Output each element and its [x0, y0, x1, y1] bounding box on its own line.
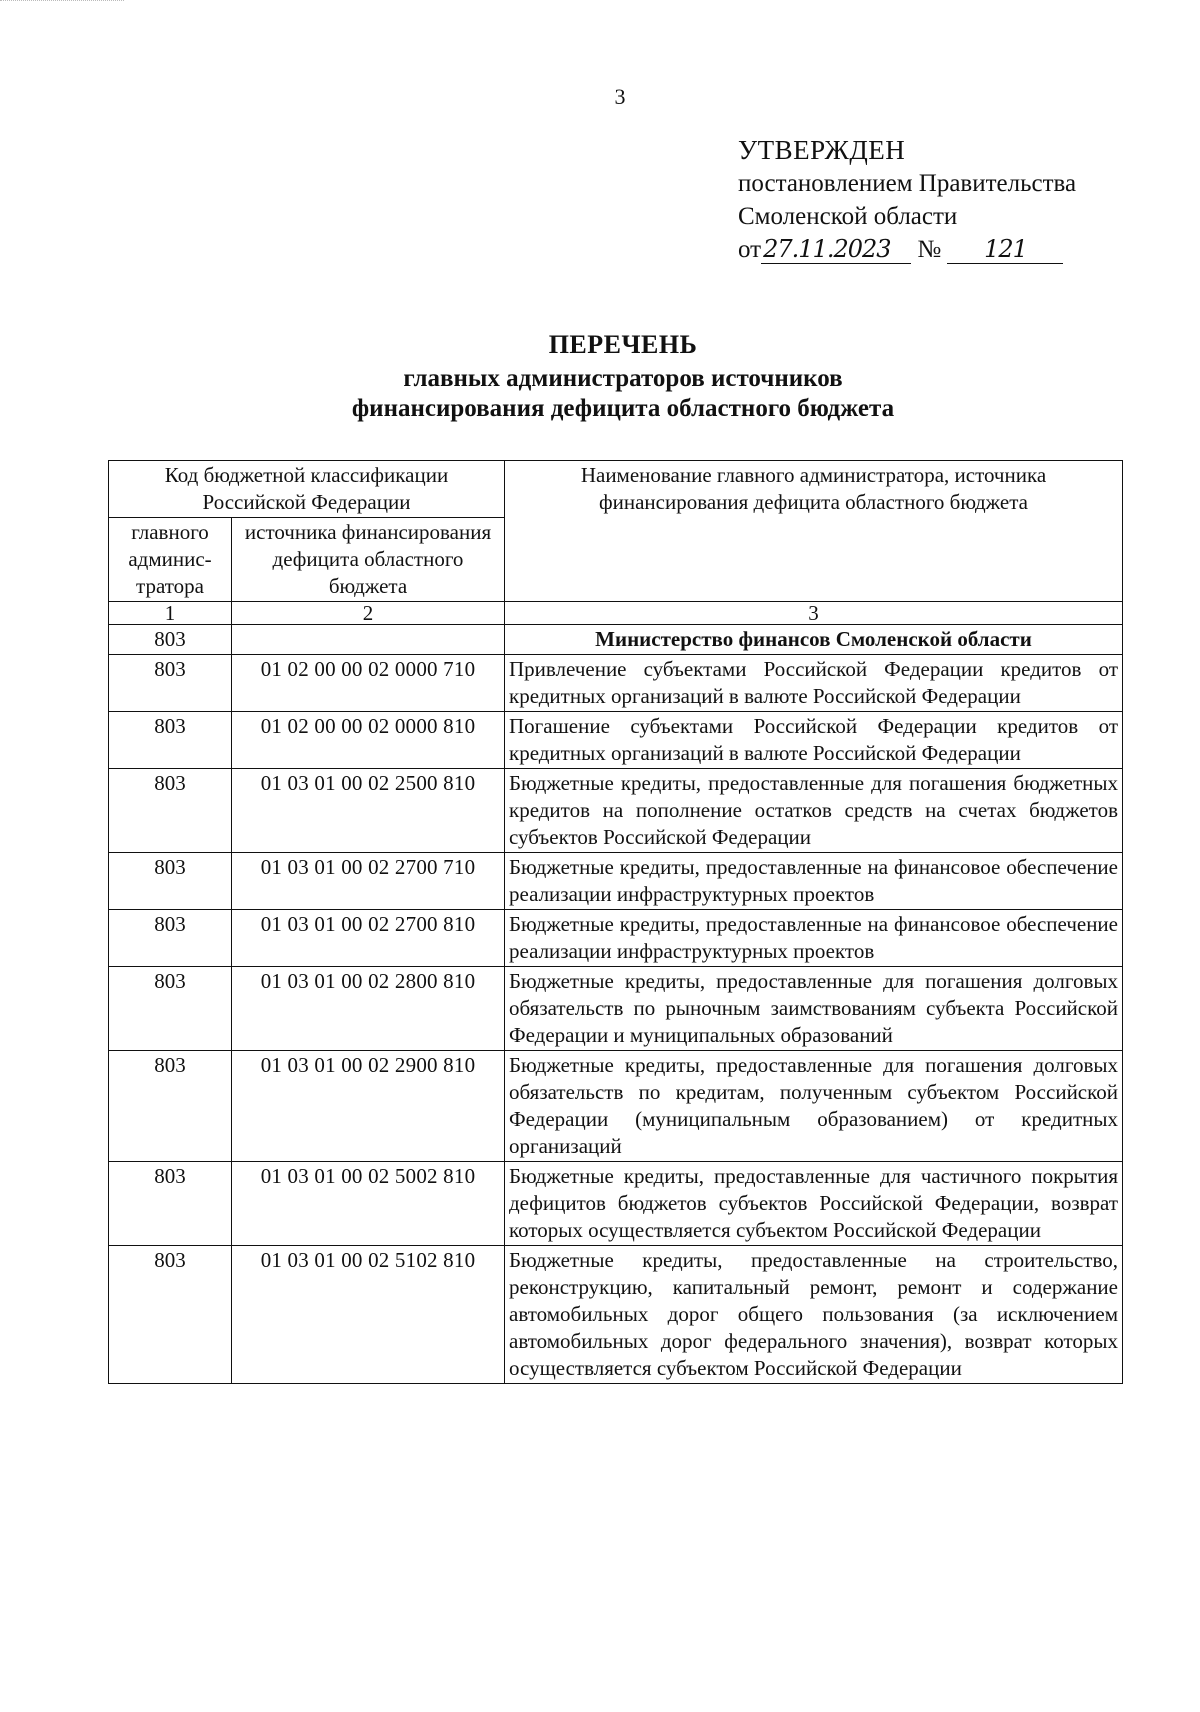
scan-artifact	[0, 0, 124, 4]
number-prefix: №	[917, 236, 942, 263]
administrator-name-cell: Бюджетные кредиты, предоставленные для погашения долговых обязательств по кредитам, полученным субъектом Российской Федерации (муниципальным образованием) от кредитных организаций	[505, 1051, 1123, 1162]
source-code-cell: 01 03 01 00 02 2700 810	[232, 910, 505, 967]
source-code-cell: 01 03 01 00 02 2900 810	[232, 1051, 505, 1162]
admin-code-cell: 803	[109, 1246, 232, 1384]
approval-date-line	[738, 233, 1076, 266]
header-main-administrator: главного админис-тратора	[109, 518, 232, 602]
source-code-cell: 01 03 01 00 02 2800 810	[232, 967, 505, 1051]
table-row	[109, 1051, 1123, 1162]
admin-code-cell: 803	[109, 625, 232, 655]
admin-code-cell: 803	[109, 910, 232, 967]
administrator-name-cell: Бюджетные кредиты, предоставленные на строительство, реконструкцию, капитальный ремонт, ремонт и содержание автомобильных дорог общего пользования (за исключением автомобильных дорог федерального значения), возврат которых осуществляется субъектом Российской Федерации	[505, 1246, 1123, 1384]
table-row	[109, 967, 1123, 1051]
admin-code-cell: 803	[109, 853, 232, 910]
table-row	[109, 853, 1123, 910]
source-code-cell: 01 02 00 00 02 0000 810	[232, 712, 505, 769]
table-header	[109, 461, 1123, 625]
administrator-name-cell: Бюджетные кредиты, предоставленные на финансовое обеспечение реализации инфраструктурных проектов	[505, 853, 1123, 910]
administrator-name-cell: Бюджетные кредиты, предоставленные для частичного покрытия дефицитов бюджетов субъектов Российской Федерации, возврат которых осуществляется субъектом Российской Федерации	[505, 1162, 1123, 1246]
administrator-name-cell: Бюджетные кредиты, предоставленные для погашения долговых обязательств по рыночным заимствованиям субъекта Российской Федерации и муниципальных образований	[505, 967, 1123, 1051]
source-code-cell: 01 02 00 00 02 0000 710	[232, 655, 505, 712]
date-prefix: от	[738, 236, 762, 263]
table-row	[109, 1162, 1123, 1246]
table-row	[109, 910, 1123, 967]
title-line-2: главных администраторов источников	[403, 365, 843, 392]
administrator-name-cell: Погашение субъектами Российской Федерации кредитов от кредитных организаций в валюте Российской Федерации	[505, 712, 1123, 769]
table-body	[109, 625, 1123, 1384]
approval-line-2: Смоленской области	[738, 203, 958, 230]
document-title	[0, 330, 1200, 424]
table-row	[109, 1246, 1123, 1384]
approval-block	[738, 134, 1076, 266]
source-code-cell: 01 03 01 00 02 5002 810	[232, 1162, 505, 1246]
admin-code-cell: 803	[109, 655, 232, 712]
table-row	[109, 712, 1123, 769]
table-row	[109, 769, 1123, 853]
table-row	[109, 625, 1123, 655]
admin-code-cell: 803	[109, 769, 232, 853]
administrator-name-cell: Бюджетные кредиты, предоставленные на финансовое обеспечение реализации инфраструктурных проектов	[505, 910, 1123, 967]
column-number-1: 1	[109, 602, 232, 625]
admin-code-cell: 803	[109, 1051, 232, 1162]
column-number-2: 2	[232, 602, 505, 625]
source-code-cell: 01 03 01 00 02 2500 810	[232, 769, 505, 853]
title-line-3: финансирования дефицита областного бюджета	[351, 395, 895, 422]
source-code-cell	[232, 625, 505, 655]
page-number: 3	[614, 84, 626, 109]
handwritten-number: 121	[947, 235, 1063, 264]
administrator-name-cell: Бюджетные кредиты, предоставленные для погашения бюджетных кредитов на пополнение остатков средств на счетах бюджетов субъектов Российской Федерации	[505, 769, 1123, 853]
admin-code-cell: 803	[109, 967, 232, 1051]
source-code-cell: 01 03 01 00 02 2700 710	[232, 853, 505, 910]
admin-code-cell: 803	[109, 1162, 232, 1246]
header-financing-source: источника финансирования дефицита областного бюджета	[232, 518, 505, 602]
handwritten-date: 27.11.2023	[761, 235, 911, 264]
header-classification-code: Код бюджетной классификации Российской Федерации	[109, 461, 505, 518]
administrator-name-cell: Министерство финансов Смоленской области	[505, 625, 1123, 655]
administrators-table	[108, 460, 1123, 1384]
title-line-1: ПЕРЕЧЕНЬ	[548, 330, 698, 359]
administrator-name-cell: Привлечение субъектами Российской Федерации кредитов от кредитных организаций в валюте Российской Федерации	[505, 655, 1123, 712]
column-number-3: 3	[505, 602, 1123, 625]
table-row	[109, 655, 1123, 712]
source-code-cell: 01 03 01 00 02 5102 810	[232, 1246, 505, 1384]
admin-code-cell: 803	[109, 712, 232, 769]
approval-heading: УТВЕРЖДЕН	[738, 135, 906, 165]
header-administrator-name: Наименование главного администратора, источника финансирования дефицита областного бюджета	[505, 461, 1123, 602]
approval-line-1: постановлением Правительства	[738, 170, 1077, 197]
